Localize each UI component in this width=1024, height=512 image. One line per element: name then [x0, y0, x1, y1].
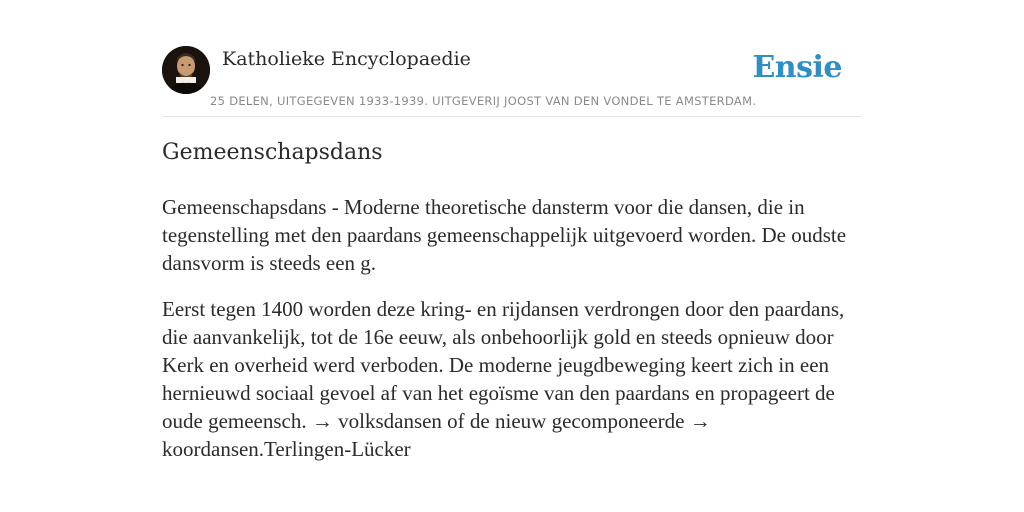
source-subtitle: 25 DELEN, UITGEGEVEN 1933-1939. UITGEVERIJ JOOST VAN DEN VONDEL TE AMSTERDAM.	[210, 94, 757, 108]
article-body	[162, 193, 862, 481]
portrait-avatar-icon[interactable]	[162, 46, 210, 94]
brand-logo[interactable]: Ensie	[752, 50, 842, 85]
article-paragraph: Gemeenschapsdans - Moderne theoretische dansterm voor die dansen, die in tegenstelling met den paardans gemeenschappelijk uitgevoerd worden. De oudste dansvorm is steeds een g.	[162, 195, 847, 275]
source-title[interactable]: Katholieke Encyclopaedie	[222, 48, 471, 70]
source-header	[162, 46, 862, 117]
article-paragraph: Eerst tegen 1400 worden deze kring- en rijdansen verdrongen door den paardans, die aanvankelijk, tot de 16e eeuw, als onbehoorlijk gold en steeds opnieuw door Kerk en overheid werd verboden. De moderne jeugdbeweging keert zich in een hernieuwd sociaal gevoel af van het egoïsme van den paardans en propageert de oude gemeensch. → volksdansen of de nieuw gecomponeerde → koordansen.Terlingen-Lücker	[162, 297, 845, 461]
article-title: Gemeenschapsdans	[162, 140, 383, 165]
